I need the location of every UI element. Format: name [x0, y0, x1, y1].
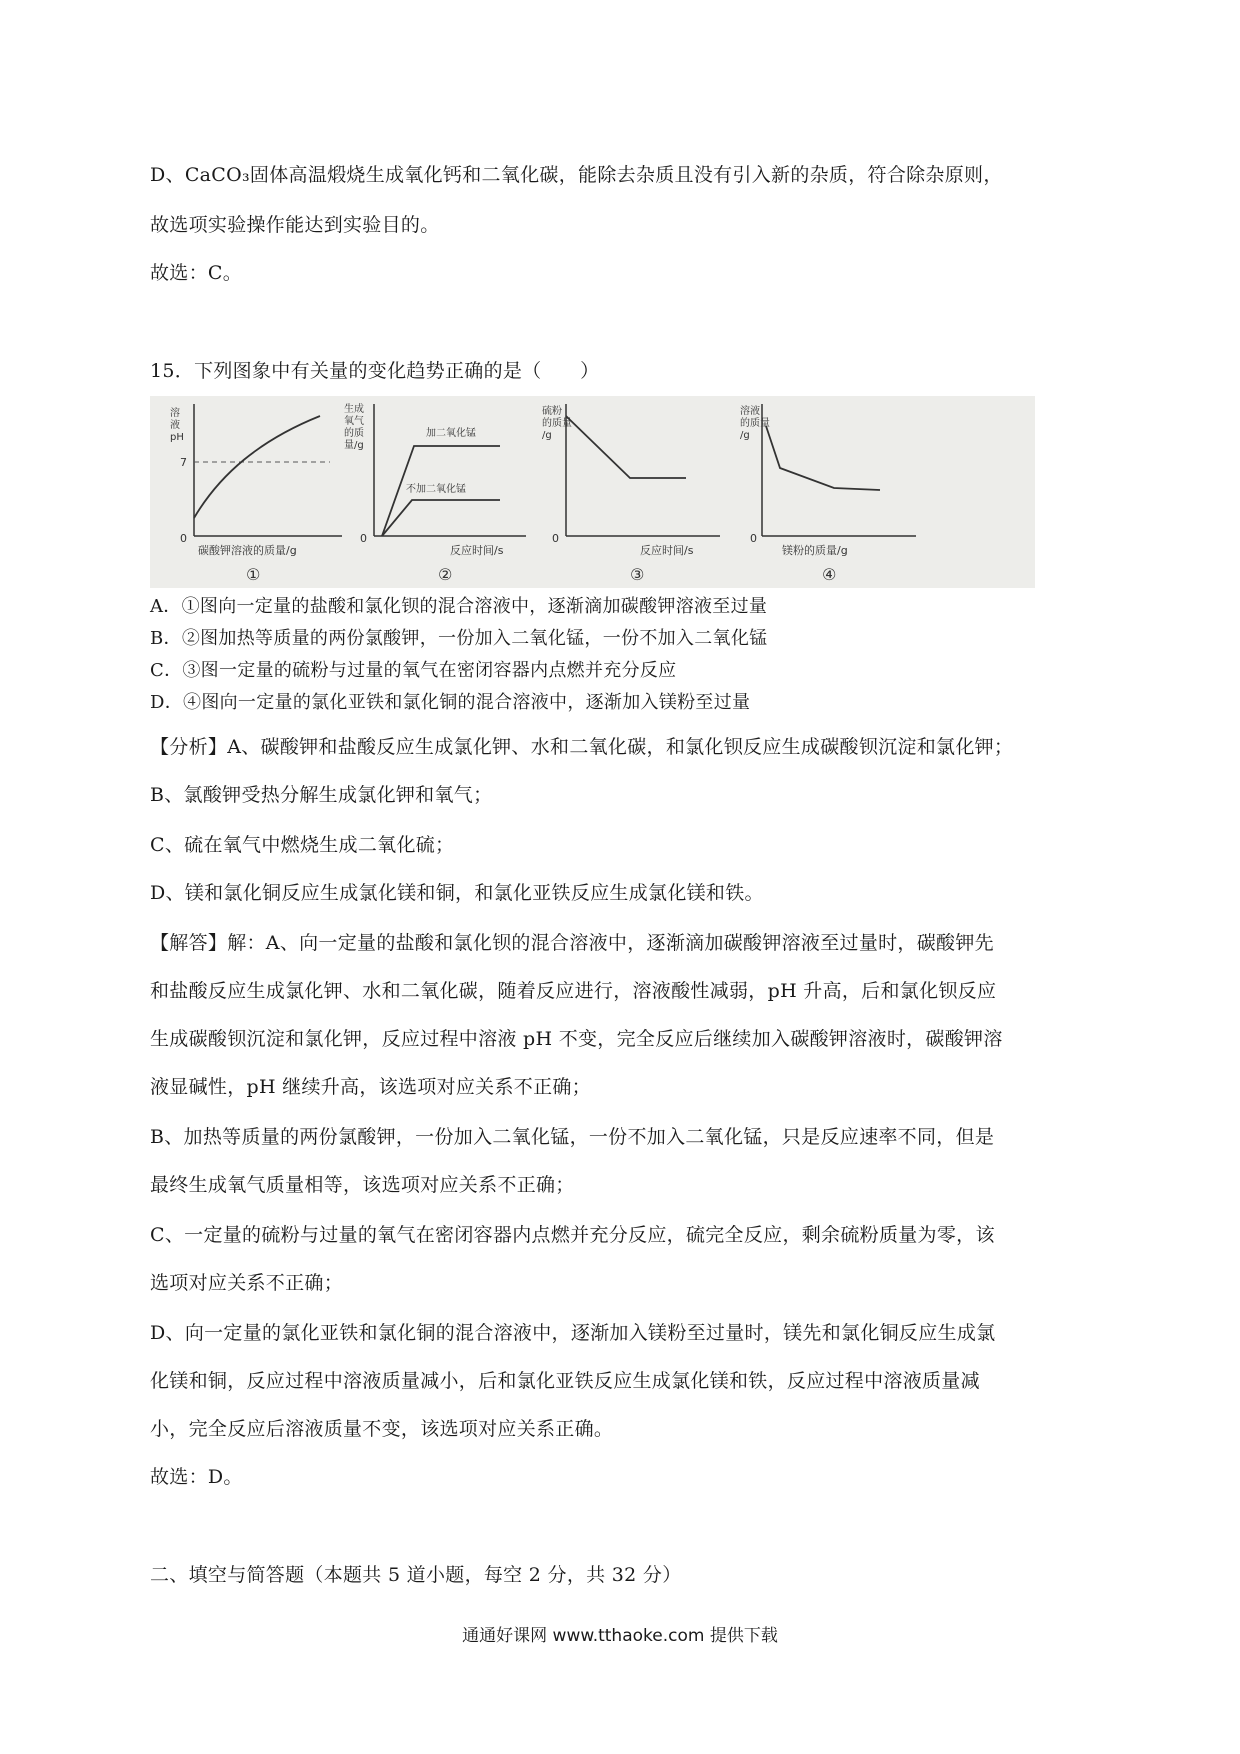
analysis-d-calcination-line2: 故选项实验操作能达到实验目的。: [150, 214, 440, 236]
g4-origin: 0: [750, 532, 757, 545]
option-d: D．④图向一定量的氯化亚铁和氯化铜的混合溶液中，逐渐加入镁粉至过量: [150, 692, 751, 713]
g3-origin: 0: [552, 532, 559, 545]
g1-origin: 0: [180, 532, 187, 545]
g1-ylabel-3: pH: [170, 432, 184, 443]
g4-ylabel-3: /g: [740, 430, 750, 441]
graph-2: [344, 402, 526, 584]
g2-xlabel: 反应时间/s: [450, 544, 504, 557]
option-c: C．③图一定量的硫粉与过量的氧气在密闭容器内点燃并充分反应: [150, 660, 677, 681]
question-15-graphs: [150, 396, 1035, 588]
graph-4: [740, 404, 916, 584]
solution-c-line2: 选项对应关系不正确；: [150, 1272, 344, 1294]
g2-origin: 0: [360, 532, 367, 545]
analysis-d-calcination-line1: D、CaCO₃固体高温煅烧生成氧化钙和二氧化碳，能除去杂质且没有引入新的杂质，符合除杂原则，: [150, 164, 1003, 186]
section-2-heading: 二、填空与简答题（本题共 5 道小题，每空 2 分，共 32 分）: [150, 1564, 682, 1586]
solution-b-line1: B、加热等质量的两份氯酸钾，一份加入二氧化锰，一份不加入二氧化锰，只是反应速率不同，但是: [150, 1126, 995, 1148]
answer-d: 故选：D。: [150, 1466, 243, 1488]
option-a: A．①图向一定量的盐酸和氯化钡的混合溶液中，逐渐滴加碳酸钾溶液至过量: [150, 596, 768, 617]
analysis-c: C、硫在氧气中燃烧生成二氧化硫；: [150, 834, 455, 856]
graph-1: [170, 404, 342, 584]
solution-c-line1: C、一定量的硫粉与过量的氧气在密闭容器内点燃并充分反应，硫完全反应，剩余硫粉质量为零，该: [150, 1224, 995, 1246]
graphs-svg: [150, 396, 1035, 588]
g4-xlabel: 镁粉的质量/g: [782, 544, 848, 557]
solution-b-line2: 最终生成氧气质量相等，该选项对应关系不正确；: [150, 1174, 575, 1196]
g3-ylabel-1: 硫粉: [542, 406, 562, 417]
solution-a-line3: 生成碳酸钡沉淀和氯化钾，反应过程中溶液 pH 不变，完全反应后继续加入碳酸钾溶液时，碳酸钾溶: [150, 1028, 1003, 1050]
solution-a-line2: 和盐酸反应生成氯化钾、水和二氧化碳，随着反应进行，溶液酸性减弱，pH 升高，后和氯化钡反应: [150, 980, 997, 1002]
g1-ylabel-1: 溶: [170, 408, 180, 419]
solution-a-line4: 液显碱性，pH 继续升高，该选项对应关系不正确；: [150, 1076, 591, 1098]
g4-number: ④: [822, 565, 837, 584]
g2-ylabel-1: 生成: [344, 404, 364, 415]
g2-ylabel-3: 的质: [344, 428, 364, 439]
solution-a-line1: 【解答】解：A、向一定量的盐酸和氯化钡的混合溶液中，逐渐滴加碳酸钾溶液至过量时，碳酸钾先: [150, 932, 994, 954]
g2-without-mno2: 不加二氧化锰: [406, 484, 466, 495]
g3-xlabel: 反应时间/s: [640, 544, 694, 557]
g1-number: ①: [246, 565, 261, 584]
g2-ylabel-4: 量/g: [344, 440, 364, 451]
g1-y7: 7: [180, 456, 187, 469]
g3-ylabel-2: 的质量: [542, 418, 572, 429]
answer-c: 故选：C。: [150, 262, 243, 284]
question-15: 15．下列图象中有关量的变化趋势正确的是（ ）: [150, 360, 600, 382]
g1-xlabel: 碳酸钾溶液的质量/g: [198, 544, 297, 557]
option-b: B．②图加热等质量的两份氯酸钾，一份加入二氧化锰，一份不加入二氧化锰: [150, 628, 768, 649]
g3-number: ③: [630, 565, 645, 584]
solution-d-line2: 化镁和铜，反应过程中溶液质量减小，后和氯化亚铁反应生成氯化镁和铁，反应过程中溶液质量减: [150, 1370, 980, 1392]
analysis-b: B、氯酸钾受热分解生成氯化钾和氧气；: [150, 784, 493, 806]
solution-d-line3: 小，完全反应后溶液质量不变，该选项对应关系正确。: [150, 1418, 614, 1440]
g2-with-mno2: 加二氧化锰: [426, 428, 476, 439]
analysis-d: D、镁和氯化铜反应生成氯化镁和铜，和氯化亚铁反应生成氯化镁和铁。: [150, 882, 764, 904]
solution-d-line1: D、向一定量的氯化亚铁和氯化铜的混合溶液中，逐渐加入镁粉至过量时，镁先和氯化铜反应生成氯: [150, 1322, 996, 1344]
g1-ylabel-2: 液: [170, 420, 180, 431]
g4-ylabel-1: 溶液: [740, 406, 760, 417]
g3-ylabel-3: /g: [542, 430, 552, 441]
analysis-a: 【分析】A、碳酸钾和盐酸反应生成氯化钾、水和二氧化碳，和氯化钡反应生成碳酸钡沉淀和氯化钾；: [150, 736, 1014, 758]
g2-ylabel-2: 氧气: [344, 416, 364, 427]
footer-source: 通通好课网 www.tthaoke.com 提供下载: [462, 1626, 778, 1646]
graph-3: [542, 404, 720, 584]
g2-number: ②: [438, 565, 453, 584]
g4-ylabel-2: 的质量: [740, 418, 770, 429]
